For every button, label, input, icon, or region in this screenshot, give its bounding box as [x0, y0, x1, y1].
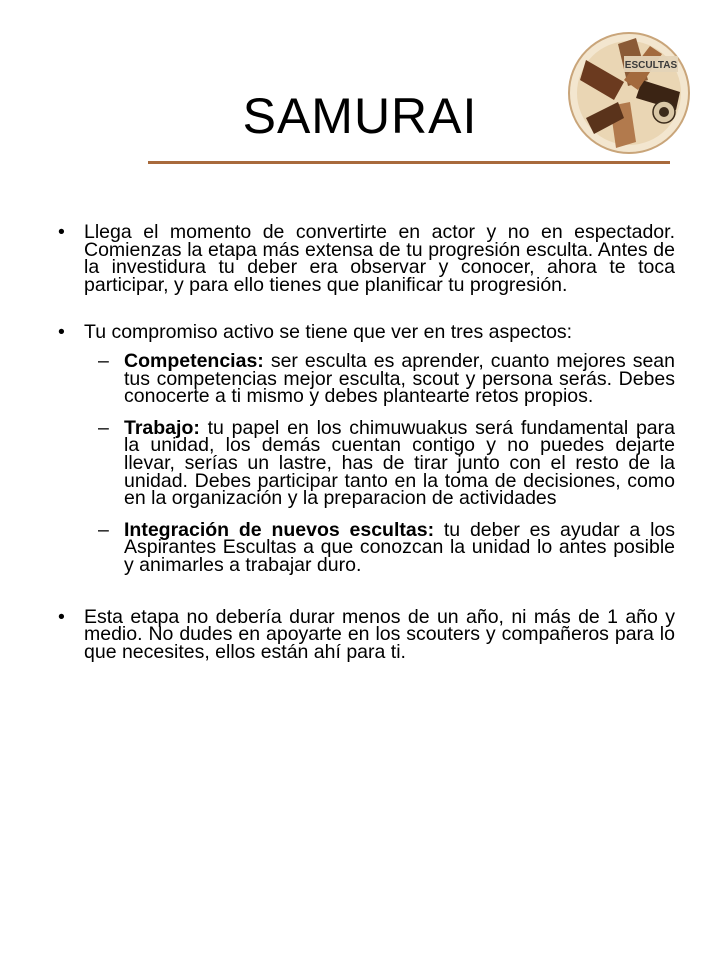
dash-mark: –	[98, 349, 109, 372]
bullet-mark: •	[58, 605, 65, 628]
dash-mark: –	[98, 416, 109, 439]
bullet-item	[58, 221, 675, 296]
title-divider	[148, 161, 670, 164]
bullet-mark: •	[58, 321, 65, 344]
sub-item-label: Trabajo:	[124, 416, 200, 439]
sub-item-text: tu papel en los chimuwuakus será fundamental para la unidad, los demás cuentan contigo y no puedes dejarte llevar, serías un lastre, has de tirar junto con el resto de la unidad. Debes participar tanto en la toma de decisiones, como en la organización y la preparacion de actividades	[124, 416, 675, 510]
bullet-text: Tu compromiso activo se tiene que ver en tres aspectos:	[84, 321, 573, 344]
escultas-logo	[566, 30, 692, 156]
sub-item	[58, 349, 675, 408]
bullet-item	[58, 321, 675, 344]
sub-item-text: ser esculta es aprender, cuanto mejores sean tus competencias mejor esculta, scout y persona serás. Debes conocerte a ti mismo y debes plantearte retos propios.	[124, 349, 675, 408]
sub-item	[58, 416, 675, 510]
dash-mark: –	[98, 518, 109, 541]
logo-label: ESCULTAS	[624, 60, 678, 71]
bullet-mark: •	[58, 221, 65, 243]
slide-body	[58, 221, 676, 663]
sub-item	[58, 518, 676, 576]
sub-item-text: tu deber es ayudar a los Aspirantes Escultas a que conozcan la unidad lo antes posible y animarles a trabajar duro.	[124, 518, 676, 576]
bullet-item	[58, 605, 675, 663]
sub-item-label: Integración de nuevos escultas:	[124, 518, 435, 541]
bullet-text: Esta etapa no debería durar menos de un año, ni más de 1 año y medio. No dudes en apoyarte en los scouters y compañeros para lo que necesites, ellos están ahí para ti.	[84, 605, 675, 663]
bullet-text: Llega el momento de convertirte en actor y no en espectador. Comienzas la etapa más extensa de tu progresión esculta. Antes de la investidura tu deber era observar y conocer, ahora te toca participar, y para ello tienes que planificar tu progresión.	[84, 221, 675, 296]
sub-item-label: Competencias:	[124, 349, 264, 372]
slide-title: SAMURAI	[242, 88, 478, 144]
